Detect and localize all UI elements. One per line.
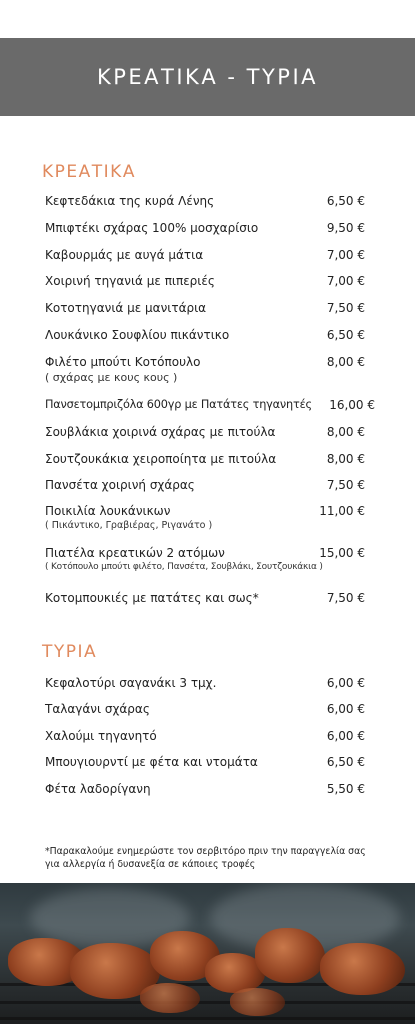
item-price: 7,50 € [326,478,365,492]
item-price: 6,50 € [326,328,365,342]
item-price: 11,00 € [319,504,365,518]
item-name: Καβουρμάς με αυγά μάτια [45,248,204,262]
item-price: 8,00 € [326,452,365,466]
grilled-meat-photo [0,883,415,1024]
item-name: Σουβλάκια χοιρινά σχάρας με πιτούλα [45,425,276,439]
grill-bar [0,1017,415,1020]
item-name: Κοτοτηγανιά με μανιτάρια [45,301,207,315]
item-price: 7,50 € [326,591,365,605]
item-price: 15,00 € [319,546,365,560]
item-name: Σουτζουκάκια χειροποίητα με πιτούλα [45,452,277,466]
item-price: 16,00 € [329,398,375,412]
item-price: 6,00 € [326,729,365,743]
item-name: Κοτομπουκιές με πατάτες και σως* [45,591,259,605]
item-price: 6,00 € [326,702,365,716]
item-name: Χαλούμι τηγανητό [45,729,157,743]
item-name: Πιατέλα κρεατικών 2 ατόμων [45,546,225,560]
item-description: ( Πικάντικο, Γραβιέρας, Ριγανάτο ) [45,520,213,531]
section-title-cheeses: ΤΥΡΙΑ [42,642,98,662]
meat-piece [140,983,200,1013]
item-price: 6,50 € [326,755,365,769]
item-price: 7,00 € [326,248,365,262]
item-name: Πανσετομπριζόλα 600γρ με Πατάτες τηγανητές [45,398,312,411]
meat-piece [255,928,325,983]
meat-piece [230,988,285,1016]
item-name: Ποικιλία λουκάνικων [45,504,171,518]
item-price: 5,50 € [326,782,365,796]
item-name: Φέτα λαδορίγανη [45,782,151,796]
item-name: Κεφτεδάκια της κυρά Λένης [45,194,215,208]
section-title-meats: ΚΡΕΑΤΙΚΑ [42,162,136,182]
item-price: 8,00 € [326,355,365,369]
item-name: Κεφαλοτύρι σαγανάκι 3 τμχ. [45,676,217,690]
item-name: Ταλαγάνι σχάρας [45,702,150,716]
item-description: ( σχάρας με κους κους ) [45,371,178,384]
item-name: Μπουγιουρντί με φέτα και ντομάτα [45,755,258,769]
item-name: Μπιφτέκι σχάρας 100% μοσχαρίσιο [45,221,259,235]
item-price: 7,50 € [326,301,365,315]
item-price: 8,00 € [326,425,365,439]
allergy-note: *Παρακαλούμε ενημερώστε τον σερβιτόρο πριν την παραγγελία σας για αλλεργία ή δυσανεξία σε κάποιες τροφές [45,846,366,870]
header-banner [0,38,415,116]
item-price: 6,00 € [326,676,365,690]
grill-bar [0,1001,415,1004]
top-margin [0,0,415,38]
item-price: 7,00 € [326,274,365,288]
item-price: 6,50 € [326,194,365,208]
meat-piece [320,943,405,995]
page-title: ΚΡΕΑΤΙΚΑ - ΤΥΡΙΑ [96,65,319,89]
item-name: Πανσέτα χοιρινή σχάρας [45,478,195,492]
item-name: Χοιρινή τηγανιά με πιπεριές [45,274,215,288]
item-description: ( Κοτόπουλο μπούτι φιλέτο, Πανσέτα, Σουβλάκι, Σουτζουκάκια ) [45,562,323,572]
item-name: Λουκάνικο Σουφλίου πικάντικο [45,328,230,342]
item-price: 9,50 € [326,221,365,235]
item-name: Φιλέτο μπούτι Κοτόπουλο [45,355,201,369]
